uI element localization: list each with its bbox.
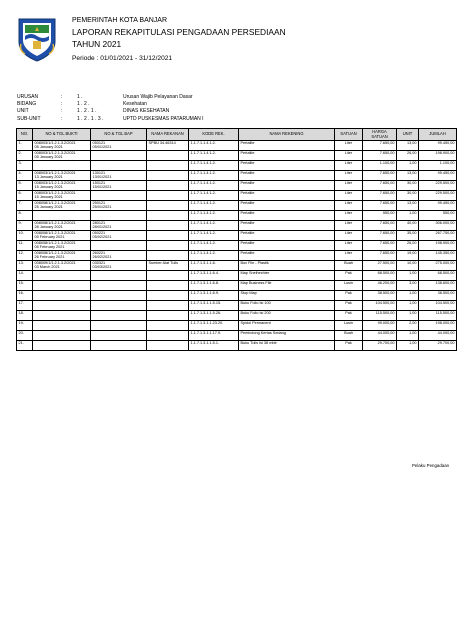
- cell-rekening: Buku Folio Isi 100: [239, 301, 335, 311]
- cell-unit: 1,00: [397, 291, 419, 301]
- cell-jumlah: 68.500,00: [419, 271, 457, 281]
- cell-bap: 030321 03/03/2021: [91, 261, 147, 271]
- cell-bap: [91, 161, 147, 171]
- cell-bukti: [33, 341, 91, 351]
- column-header: NAMA REKANAN: [147, 129, 189, 141]
- table-row: [17, 331, 457, 341]
- cell-bukti: 008003/1/1.2.1.3.2/2021 15 January 2021: [33, 181, 91, 191]
- cell-rekanan: [147, 301, 189, 311]
- cell-unit: 10,00: [397, 261, 419, 271]
- cell-harga: 1.100,00: [363, 161, 397, 171]
- cell-jumlah: 145.350,00: [419, 251, 457, 261]
- cell-unit: 1,00: [397, 301, 419, 311]
- info-value: Urusan Wajib Pelayanan Dasar: [123, 94, 193, 100]
- info-label: URUSAN: [17, 94, 39, 100]
- cell-unit: 2,00: [397, 321, 419, 331]
- cell-harga: 550,00: [363, 211, 397, 221]
- cell-rekening: Pertalite: [239, 181, 335, 191]
- cell-unit: 1,00: [397, 161, 419, 171]
- procurement-table: [16, 128, 457, 351]
- table-row: [17, 291, 457, 301]
- cell-no: 12.: [17, 251, 33, 261]
- cell-bukti: [33, 291, 91, 301]
- cell-kode: 1.1.7.1.3.1.1.6.4.: [189, 271, 239, 281]
- cell-kode: 1.1.7.1.1.4.1.2.: [189, 191, 239, 201]
- cell-rekening: Pertalite: [239, 171, 335, 181]
- cell-kode: 1.1.7.1.1.4.1.2.: [189, 231, 239, 241]
- cell-bukti: [33, 311, 91, 321]
- column-header: NO & TGL BUKTI: [33, 129, 91, 141]
- cell-kode: 1.1.7.1.1.4.1.2.: [189, 211, 239, 221]
- cell-jumlah: 29.700,00: [419, 341, 457, 351]
- cell-bap: [91, 191, 147, 201]
- cell-bukti: [33, 161, 91, 171]
- cell-satuan: Liter: [335, 221, 363, 231]
- cell-jumlah: 104.500,00: [419, 301, 457, 311]
- cell-no: 19.: [17, 321, 33, 331]
- cell-jumlah: 99.450,00: [419, 171, 457, 181]
- cell-rekening: Pertalite: [239, 241, 335, 251]
- cell-unit: 26,00: [397, 151, 419, 161]
- cell-satuan: Lusin: [335, 281, 363, 291]
- cell-unit: 1,00: [397, 271, 419, 281]
- cell-jumlah: 138.600,00: [419, 281, 457, 291]
- cell-jumlah: 198.900,00: [419, 241, 457, 251]
- cell-rekanan: [147, 211, 189, 221]
- info-label: UNIT: [17, 108, 29, 115]
- cell-kode: 1.1.7.1.3.1.1.6.9.: [189, 291, 239, 301]
- table-row: [17, 151, 457, 161]
- table-row: [17, 161, 457, 171]
- cell-no: 18.: [17, 311, 33, 321]
- cell-satuan: Liter: [335, 241, 363, 251]
- cell-satuan: Liter: [335, 201, 363, 211]
- cell-rekanan: [147, 331, 189, 341]
- report-year: TAHUN 2021: [72, 39, 122, 49]
- cell-harga: 7.650,00: [363, 181, 397, 191]
- table-row: [17, 201, 457, 211]
- table-row: [17, 271, 457, 281]
- cell-harga: 7.650,00: [363, 201, 397, 211]
- cell-jumlah: 38.500,00: [419, 291, 457, 301]
- table-row: [17, 141, 457, 151]
- cell-rekening: Spidol Permanent: [239, 321, 335, 331]
- cell-harga: 99.000,00: [363, 321, 397, 331]
- info-value: UPTD PUSKESMAS PATARUMAN I: [123, 115, 204, 122]
- cell-harga: 68.500,00: [363, 271, 397, 281]
- column-header: NO & TGL BAP: [91, 129, 147, 141]
- info-label: BIDANG: [17, 101, 37, 108]
- cell-no: 17.: [17, 301, 33, 311]
- cell-rekanan: [147, 231, 189, 241]
- table-row: [17, 341, 457, 351]
- signature-label: Pelaku Pengadaan: [412, 463, 450, 468]
- cell-rekanan: [147, 311, 189, 321]
- cell-harga: 7.650,00: [363, 251, 397, 261]
- cell-unit: 35,00: [397, 231, 419, 241]
- cell-bukti: 008003/1/1.2.1.3.2/2021 05 January 2021: [33, 151, 91, 161]
- table-row: [17, 181, 457, 191]
- cell-no: 13.: [17, 261, 33, 271]
- report-period: Periode : 01/01/2021 - 31/12/2021: [72, 55, 173, 62]
- cell-no: 7.: [17, 201, 33, 211]
- cell-kode: 1.1.7.1.3.1.1.6.8.: [189, 281, 239, 291]
- cell-harga: 7.650,00: [363, 141, 397, 151]
- cell-harga: 44.000,00: [363, 331, 397, 341]
- cell-satuan: Liter: [335, 141, 363, 151]
- cell-bukti: [33, 211, 91, 221]
- cell-kode: 1.1.7.1.1.4.1.2.: [189, 171, 239, 181]
- cell-rekening: Pertalite: [239, 141, 335, 151]
- table-row: [17, 191, 457, 201]
- info-value: DINAS KESEHATAN: [123, 108, 170, 115]
- cell-no: 1.: [17, 141, 33, 151]
- cell-bap: [91, 211, 147, 221]
- info-code: 1 . 2 . 1 .: [77, 108, 97, 115]
- report-header: [72, 16, 452, 62]
- cell-rekening: Pembolong Kertas Sedang: [239, 331, 335, 341]
- cell-unit: 30,00: [397, 181, 419, 191]
- cell-unit: 40,00: [397, 221, 419, 231]
- info-code: 1 .: [77, 94, 83, 100]
- cell-satuan: Liter: [335, 151, 363, 161]
- cell-rekening: Pertalite: [239, 221, 335, 231]
- cell-no: 2.: [17, 151, 33, 161]
- cell-harga: 7.650,00: [363, 171, 397, 181]
- info-row: BIDANG : 1 . 2 . Kesehatan: [17, 101, 147, 108]
- cell-harga: 27.500,00: [363, 261, 397, 271]
- column-header: KODE REK.: [189, 129, 239, 141]
- organization-info: [17, 94, 204, 123]
- cell-bukti: 008008/1/1.2.1.3.2/2021 26 February 2021: [33, 251, 91, 261]
- cell-satuan: Buah: [335, 261, 363, 271]
- cell-harga: 7.650,00: [363, 191, 397, 201]
- info-code: 1 . 2 .: [77, 101, 90, 108]
- table-row: [17, 261, 457, 271]
- info-row: URUSAN : 1 . Urusan Wajib Pelayanan Dasar: [17, 94, 193, 100]
- cell-rekening: Pertalite: [239, 201, 335, 211]
- cell-rekanan: [147, 321, 189, 331]
- cell-bukti: [33, 271, 91, 281]
- cell-satuan: Liter: [335, 211, 363, 221]
- cell-rekanan: [147, 241, 189, 251]
- cell-rekanan: [147, 201, 189, 211]
- cell-jumlah: 99.450,00: [419, 141, 457, 151]
- cell-rekening: Pertalite: [239, 251, 335, 261]
- cell-no: 3.: [17, 161, 33, 171]
- cell-rekanan: [147, 281, 189, 291]
- cell-bukti: 008008/1/1.2.1.3.2/2021 28 January 2021: [33, 221, 91, 231]
- column-header: HARGA SATUAN: [363, 129, 397, 141]
- cell-rekanan: SPBU 34.46314: [147, 141, 189, 151]
- cell-harga: 7.650,00: [363, 241, 397, 251]
- cell-bukti: [33, 321, 91, 331]
- cell-harga: 46.200,00: [363, 281, 397, 291]
- cell-satuan: Pak: [335, 301, 363, 311]
- cell-bap: [91, 331, 147, 341]
- cell-no: 15.: [17, 281, 33, 291]
- cell-satuan: Pak: [335, 311, 363, 321]
- info-row: SUB-UNIT : 1 . 2 . 1 . 3 . UPTD PUSKESMAS PATARUMAN I: [17, 115, 204, 122]
- cell-bukti: 008008/1/1.2.1.3.2/2021 05 February 2021: [33, 231, 91, 241]
- cell-bap: [91, 151, 147, 161]
- cell-jumlah: 198.900,00: [419, 151, 457, 161]
- cell-kode: 1.1.7.1.1.4.1.2.: [189, 141, 239, 151]
- cell-no: 21.: [17, 341, 33, 351]
- cell-unit: 13,00: [397, 201, 419, 211]
- cell-satuan: Liter: [335, 171, 363, 181]
- cell-bap: [91, 291, 147, 301]
- cell-unit: 1,00: [397, 331, 419, 341]
- cell-rekanan: [147, 151, 189, 161]
- city-emblem-icon: [15, 16, 59, 62]
- column-header: UNIT: [397, 129, 419, 141]
- cell-no: 16.: [17, 291, 33, 301]
- cell-jumlah: 275.000,00: [419, 261, 457, 271]
- cell-unit: 1,00: [397, 311, 419, 321]
- cell-unit: 30,00: [397, 191, 419, 201]
- cell-jumlah: 44.000,00: [419, 331, 457, 341]
- cell-no: 6.: [17, 191, 33, 201]
- cell-rekanan: [147, 181, 189, 191]
- table-body: [17, 141, 457, 351]
- cell-bap: 250121 25/01/2021: [91, 201, 147, 211]
- cell-no: 8.: [17, 211, 33, 221]
- cell-satuan: Pak: [335, 291, 363, 301]
- cell-rekening: Pertalite: [239, 151, 335, 161]
- cell-kode: 1.1.7.1.3.1.1.5.15.: [189, 301, 239, 311]
- cell-kode: 1.1.7.1.1.4.1.2.: [189, 201, 239, 211]
- cell-jumlah: 267.750,00: [419, 231, 457, 241]
- cell-harga: 7.650,00: [363, 151, 397, 161]
- cell-bukti: [33, 301, 91, 311]
- table-row: [17, 301, 457, 311]
- cell-rekanan: [147, 341, 189, 351]
- government-name: PEMERINTAH KOTA BANJAR: [72, 17, 168, 24]
- table-header-row: [17, 129, 457, 141]
- cell-bap: [91, 271, 147, 281]
- cell-rekanan: [147, 161, 189, 171]
- cell-rekanan: [147, 291, 189, 301]
- table-row: [17, 311, 457, 321]
- cell-no: 14.: [17, 271, 33, 281]
- cell-kode: 1.1.7.1.1.4.1.2.: [189, 251, 239, 261]
- cell-rekening: Map Snelhechter: [239, 271, 335, 281]
- cell-jumlah: 99.450,00: [419, 201, 457, 211]
- cell-no: 4.: [17, 171, 33, 181]
- column-header: SATUAN: [335, 129, 363, 141]
- cell-jumlah: 550,00: [419, 211, 457, 221]
- cell-no: 11.: [17, 241, 33, 251]
- cell-kode: 1.1.7.1.3.1.1.17.9.: [189, 331, 239, 341]
- cell-kode: 1.1.7.1.3.1.1.6.: [189, 261, 239, 271]
- cell-unit: 1,00: [397, 211, 419, 221]
- table-row: [17, 221, 457, 231]
- cell-harga: 38.500,00: [363, 291, 397, 301]
- cell-harga: 104.500,00: [363, 301, 397, 311]
- cell-jumlah: 229.500,00: [419, 181, 457, 191]
- cell-bukti: [33, 281, 91, 291]
- cell-rekanan: Sumber Alat Tulis: [147, 261, 189, 271]
- cell-harga: 7.650,00: [363, 221, 397, 231]
- cell-bap: [91, 311, 147, 321]
- cell-rekening: Stop Map: [239, 291, 335, 301]
- cell-bap: [91, 301, 147, 311]
- cell-rekanan: [147, 251, 189, 261]
- cell-satuan: Liter: [335, 231, 363, 241]
- cell-unit: 1,00: [397, 341, 419, 351]
- column-header: JUMLAH: [419, 129, 457, 141]
- cell-satuan: Pak: [335, 271, 363, 281]
- cell-bap: 280121 28/01/2021: [91, 221, 147, 231]
- table-row: [17, 281, 457, 291]
- cell-jumlah: 198.000,00: [419, 321, 457, 331]
- cell-bap: 130121 13/01/2021: [91, 171, 147, 181]
- cell-bap: 150121 15/01/2021: [91, 181, 147, 191]
- cell-bukti: 008003/1/1.2.1.3.2/2021 13 January 2021: [33, 171, 91, 181]
- cell-no: 5.: [17, 181, 33, 191]
- cell-kode: 1.1.7.1.1.4.1.2.: [189, 161, 239, 171]
- table-row: [17, 321, 457, 331]
- table-row: [17, 231, 457, 241]
- cell-rekening: Pertalite: [239, 191, 335, 201]
- cell-bap: 050121 05/01/2021: [91, 141, 147, 151]
- table-row: [17, 171, 457, 181]
- cell-harga: 29.700,00: [363, 341, 397, 351]
- cell-rekanan: [147, 191, 189, 201]
- cell-no: 20.: [17, 331, 33, 341]
- cell-no: 9.: [17, 221, 33, 231]
- cell-rekanan: [147, 171, 189, 181]
- cell-bap: [91, 281, 147, 291]
- cell-rekening: Map Business File: [239, 281, 335, 291]
- cell-bukti: [33, 331, 91, 341]
- table-row: [17, 211, 457, 221]
- cell-bap: 050221 05/02/2021: [91, 231, 147, 241]
- info-row: UNIT : 1 . 2 . 1 . DINAS KESEHATAN: [17, 108, 170, 115]
- cell-bap: [91, 241, 147, 251]
- cell-jumlah: 115.500,00: [419, 311, 457, 321]
- cell-unit: 26,00: [397, 241, 419, 251]
- cell-bap: [91, 341, 147, 351]
- cell-jumlah: 1.100,00: [419, 161, 457, 171]
- cell-rekening: Buku Tulis Isi 38 mbtr: [239, 341, 335, 351]
- cell-rekanan: [147, 221, 189, 231]
- cell-kode: 1.1.7.1.3.1.1.23.20.: [189, 321, 239, 331]
- cell-rekanan: [147, 271, 189, 281]
- cell-rekening: Pertalite: [239, 231, 335, 241]
- cell-bukti: 008003/1/1.2.1.3.2/2021 05 January 2021: [33, 141, 91, 151]
- cell-bukti: 008008/1/1.2.1.3.2/2021 25 January 2021: [33, 201, 91, 211]
- info-label: SUB-UNIT: [17, 115, 41, 122]
- column-header: NAMA REKENING: [239, 129, 335, 141]
- cell-satuan: Buah: [335, 331, 363, 341]
- report-title: LAPORAN REKAPITULASI PENGADAAN PERSEDIAAN: [72, 27, 286, 37]
- cell-kode: 1.1.7.1.1.4.1.2.: [189, 181, 239, 191]
- cell-unit: 13,00: [397, 141, 419, 151]
- cell-bukti: 008008/1/1.2.1.3.2/2021 05 February 2021: [33, 241, 91, 251]
- cell-satuan: Liter: [335, 191, 363, 201]
- info-code: 1 . 2 . 1 . 3 .: [77, 115, 104, 122]
- cell-kode: 1.1.7.1.1.4.1.2.: [189, 241, 239, 251]
- column-header: NO.: [17, 129, 33, 141]
- cell-harga: 115.500,00: [363, 311, 397, 321]
- cell-jumlah: 306.000,00: [419, 221, 457, 231]
- cell-harga: 7.650,00: [363, 231, 397, 241]
- cell-satuan: Liter: [335, 181, 363, 191]
- info-value: Kesehatan: [123, 101, 147, 108]
- cell-kode: 1.1.7.1.1.4.1.2.: [189, 221, 239, 231]
- cell-unit: 3,00: [397, 281, 419, 291]
- table-row: [17, 241, 457, 251]
- cell-rekening: Pertalite: [239, 211, 335, 221]
- cell-rekening: Pertalite: [239, 161, 335, 171]
- cell-satuan: Pak: [335, 341, 363, 351]
- cell-no: 10.: [17, 231, 33, 241]
- cell-bukti: 008009/1/1.2.1.3.2/2021 03 March 2021: [33, 261, 91, 271]
- cell-satuan: Liter: [335, 251, 363, 261]
- cell-kode: 1.1.7.1.3.1.1.5.26.: [189, 311, 239, 321]
- cell-rekening: Box File - Plastik: [239, 261, 335, 271]
- cell-unit: 19,00: [397, 251, 419, 261]
- cell-bap: [91, 321, 147, 331]
- cell-kode: 1.1.7.1.3.1.1.5.1.: [189, 341, 239, 351]
- cell-bukti: 008003/1/1.2.1.3.2/2021 15 January 2021: [33, 191, 91, 201]
- cell-jumlah: 229.500,00: [419, 191, 457, 201]
- table-row: [17, 251, 457, 261]
- cell-unit: 13,00: [397, 171, 419, 181]
- cell-rekening: Buku Folio Isi 200: [239, 311, 335, 321]
- cell-bap: 260221 26/02/2021: [91, 251, 147, 261]
- cell-kode: 1.1.7.1.1.4.1.2.: [189, 151, 239, 161]
- cell-satuan: Liter: [335, 161, 363, 171]
- cell-satuan: Lusin: [335, 321, 363, 331]
